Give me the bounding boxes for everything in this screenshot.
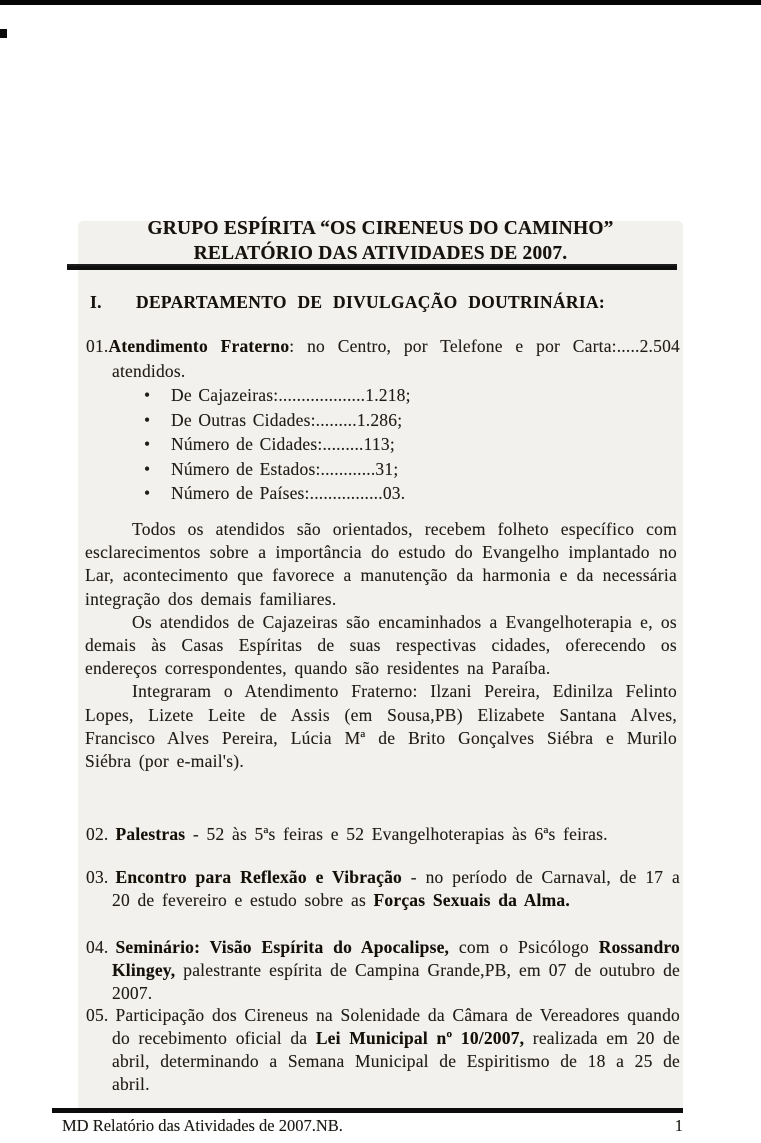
numbered-item-01 bbox=[86, 334, 680, 384]
item-bold-text: Palestras bbox=[115, 824, 186, 844]
bullet-icon: • bbox=[144, 458, 151, 479]
list-item bbox=[144, 457, 411, 482]
numbered-item-02 bbox=[86, 823, 680, 846]
list-item bbox=[144, 432, 411, 457]
item-text: - no período de Carnaval, de 17 a 20 de fevereiro e estudo sobre as bbox=[112, 867, 680, 910]
item-bold-text: Forças Sexuais da Alma. bbox=[373, 890, 570, 910]
item-number: 04. bbox=[86, 937, 109, 957]
list-item-text: Número de Estados:............31; bbox=[171, 458, 399, 479]
item-bold-text: Atendimento Fraterno bbox=[108, 336, 290, 356]
item-bold-text: Lei Municipal nº 10/2007, bbox=[315, 1028, 525, 1048]
list-item bbox=[144, 383, 411, 408]
numbered-item-05 bbox=[86, 1004, 680, 1096]
bullet-list bbox=[144, 383, 411, 506]
scan-artifact-mark bbox=[0, 29, 7, 38]
footer bbox=[62, 1116, 683, 1136]
list-item bbox=[144, 481, 411, 506]
section-number: I. bbox=[90, 292, 102, 312]
list-item-text: Número de Cidades:.........113; bbox=[171, 434, 395, 455]
item-number: 05. bbox=[86, 1005, 109, 1025]
item-bold-text: Encontro para Reflexão e Vibração bbox=[115, 867, 402, 887]
list-item-text: De Outras Cidades:.........1.286; bbox=[171, 409, 403, 430]
footer-left-text: MD Relatório das Atividades de 2007.NB. bbox=[62, 1116, 343, 1135]
footer-divider bbox=[52, 1108, 683, 1113]
item-text: com o Psicólogo bbox=[449, 937, 599, 957]
item-bold-text: Rossandro Klingey, bbox=[112, 937, 680, 980]
list-item-text: Número de Países:................03. bbox=[171, 483, 406, 504]
item-text: Participação dos Cireneus na Solenidade da Câmara de Vereadores quando do recebimento oficial da bbox=[112, 1005, 680, 1048]
paragraph: Todos os atendidos são orientados, recebem folheto específico com esclarecimentos sobre a importância do estudo do Evangelho implantado no Lar, acontecimento que favorece a manutenção da harmonia e da necessária integração dos demais familiares. bbox=[85, 519, 677, 609]
item-text: realizada em 20 de abril, determinando a Semana Municipal de Espiritismo de 18 a 25 de abril. bbox=[112, 1028, 680, 1094]
list-item bbox=[144, 408, 411, 433]
footer-page-number: 1 bbox=[674, 1116, 683, 1135]
item-text: - 52 às 5ªs feiras e 52 Evangelhoterapias às 6ªs feiras. bbox=[185, 824, 608, 844]
body-paragraphs bbox=[85, 518, 677, 773]
section-title: DEPARTAMENTO DE DIVULGAÇÃO DOUTRINÁRIA: bbox=[136, 292, 606, 312]
numbered-item-03 bbox=[86, 866, 680, 912]
title-divider bbox=[67, 264, 677, 270]
item-bold-text: Seminário: Visão Espírita do Apocalipse, bbox=[115, 937, 450, 957]
paragraph: Integraram o Atendimento Fraterno: Ilzani Pereira, Edinilza Felinto Lopes, Lizete Leite de Assis (em Sousa,PB) Elizabete Santana Alves, Francisco Alves Pereira, Lúcia Mª de Brito Gonçalves Siébra e Murilo Siébra (por e-mail's). bbox=[85, 681, 677, 772]
item-number: 01. bbox=[86, 336, 109, 356]
item-number: 02. bbox=[86, 824, 109, 844]
scan-edge-top bbox=[0, 0, 761, 5]
item-text: : no Centro, por Telefone e por Carta:.....2.504 atendidos. bbox=[112, 336, 680, 381]
section-heading bbox=[90, 292, 605, 313]
list-item-text: De Cajazeiras:...................1.218; bbox=[171, 385, 411, 405]
item-number: 03. bbox=[86, 867, 109, 887]
document-title-line1: GRUPO ESPÍRITA “OS CIRENEUS DO CAMINHO” bbox=[147, 218, 614, 239]
bullet-icon: • bbox=[144, 483, 151, 504]
bullet-icon: • bbox=[144, 434, 151, 455]
bullet-icon: • bbox=[144, 385, 151, 405]
paragraph: Os atendidos de Cajazeiras são encaminhados a Evangelhoterapia e, os demais às Casas Espíritas de suas respectivas cidades, oferecendo os endereços correspondentes, quando são residentes na Paraíba. bbox=[85, 611, 677, 679]
item-text: palestrante espírita de Campina Grande,PB, em 07 de outubro de 2007. bbox=[112, 960, 680, 1003]
document-title bbox=[80, 216, 681, 266]
numbered-item-04 bbox=[86, 936, 680, 1005]
bullet-icon: • bbox=[144, 409, 151, 430]
document-title-line2: RELATÓRIO DAS ATIVIDADES DE 2007. bbox=[193, 243, 568, 264]
